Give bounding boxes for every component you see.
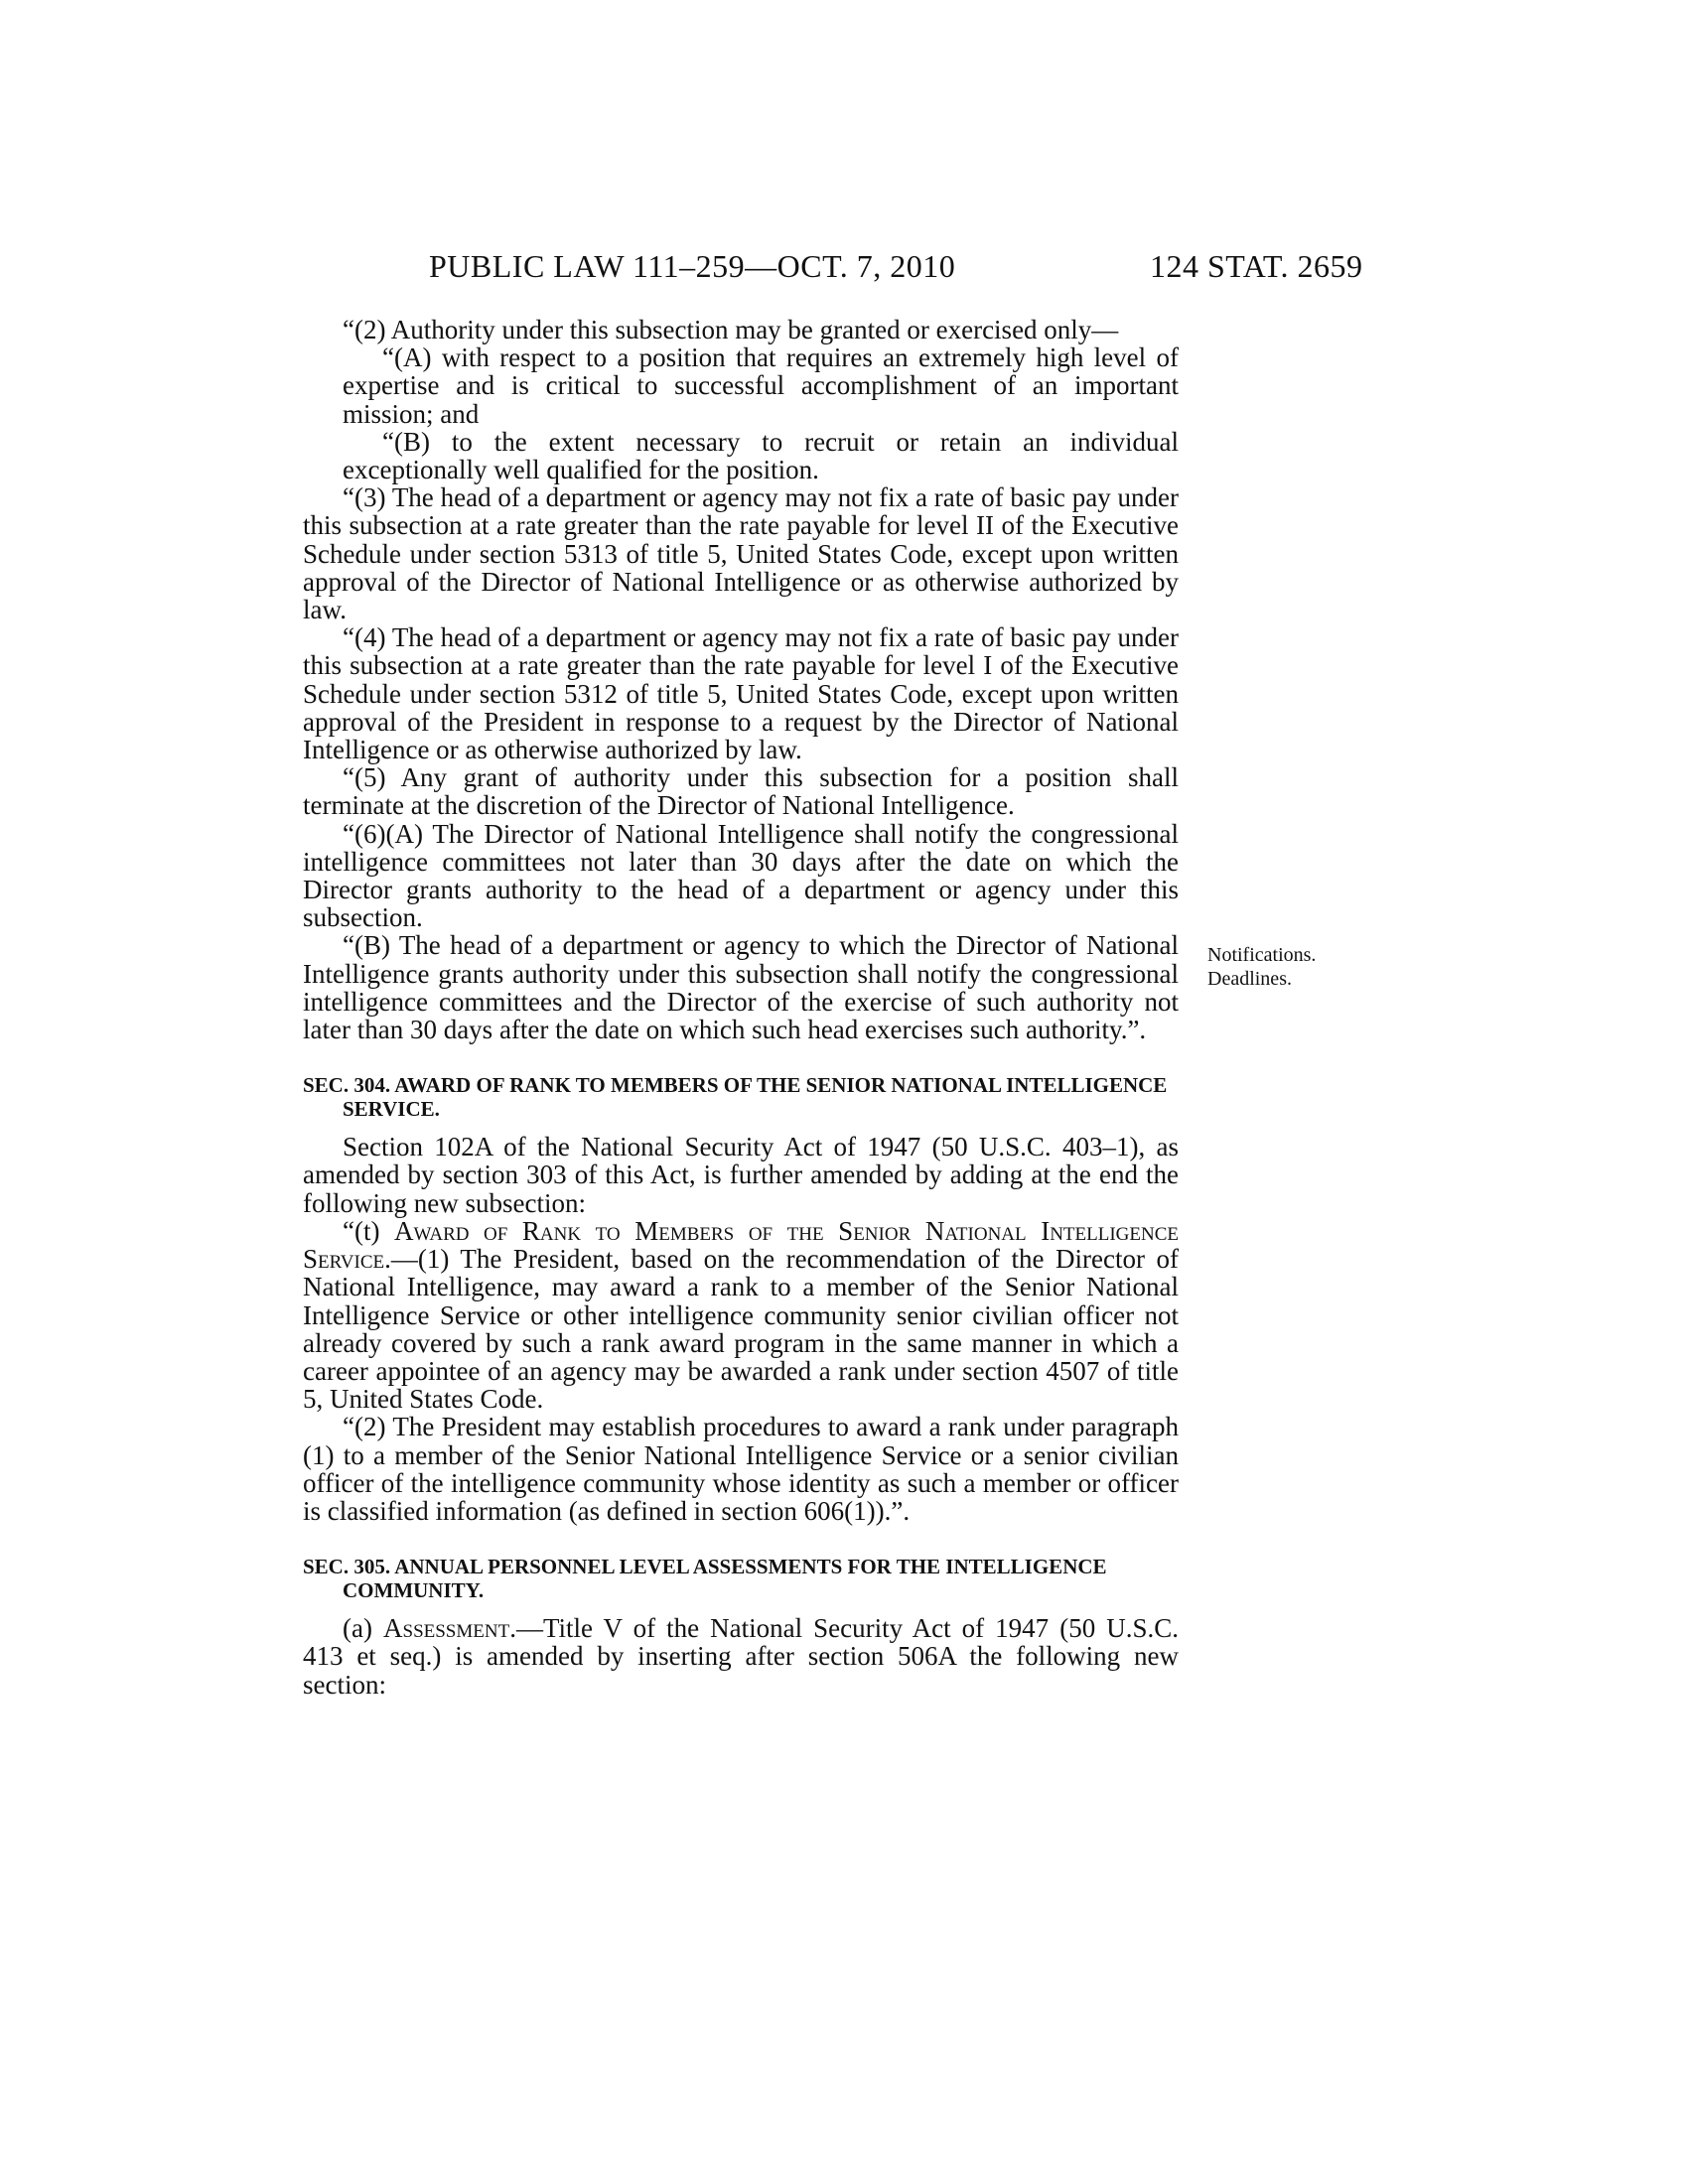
margin-note-notifications: Notifications. xyxy=(1207,944,1317,966)
section-304-heading: SEC. 304. AWARD OF RANK TO MEMBERS OF THE SENIOR NATIONAL INTELLIGENCE SERVICE. xyxy=(303,1073,1168,1122)
paragraph-4: “(4) The head of a department or agency may not fix a rate of basic pay under this subsection at a rate greater than the rate payable for level I of the Executive Schedule under section 5312 of title 5, United States Code, except upon written approval of the President in response to a request by the Director of National Intelligence or as otherwise authorized by law. xyxy=(303,622,1179,765)
subsection-t-text: .—(1) The President, based on the recommendation of the Director of National Intelligence, may award a rank to a member of the Senior National Intelligence Service or other intelligence community senior civilian officer not already covered by such a rank award program in the same manner in which a career appointee of an agency may be awarded a rank under section 4507 of title 5, United States Code. xyxy=(303,1244,1179,1415)
section-304-intro: Section 102A of the National Security Act of 1947 (50 U.S.C. 403–1), as amended by section 303 of this Act, is further amended by adding at the end the following new subsection: xyxy=(303,1132,1179,1218)
margin-notes xyxy=(1207,943,1316,991)
section-304-subsection-t xyxy=(303,1217,1179,1413)
page-header-title: PUBLIC LAW 111–259—OCT. 7, 2010 xyxy=(429,248,956,284)
paragraph-3: “(3) The head of a department or agency may not fix a rate of basic pay under this subsection at a rate greater than the rate payable for level II of the Executive Schedule under section 5313 of title 5, United States Code, except upon written approval of the Director of National Intelligence or as otherwise authorized by law. xyxy=(303,482,1179,625)
paragraph-2: “(2) Authority under this subsection may be granted or exercised only— xyxy=(343,315,1119,344)
subsection-t-caption: Award of Rank to Members of the Senior National Intelligence Service xyxy=(303,1215,1179,1275)
paragraph-2b: “(B) to the extent necessary to recruit or retain an individual exceptionally well qualified for the position. xyxy=(343,426,1179,485)
subsection-a-caption: Assessment xyxy=(383,1613,510,1644)
section-305-subsection-a xyxy=(303,1614,1179,1699)
margin-note-deadlines: Deadlines. xyxy=(1207,968,1292,990)
document-body xyxy=(303,316,1179,1699)
section-304-paragraph-2: “(2) The President may establish procedures to award a rank under paragraph (1) to a member of the Senior National Intelligence Service or a senior civilian officer of the intelligence community whose identity as such a member or officer is classified information (as defined in section 606(1)).”. xyxy=(303,1412,1179,1526)
subsection-a-prefix: (a) xyxy=(343,1613,383,1644)
subsection-t-prefix: “(t) xyxy=(343,1215,395,1246)
paragraph-6b: “(B) The head of a department or agency to which the Director of National Intelligence grants authority under this subsection shall notify the congressional intelligence committees and the Director of the exercise of such authority not later than 30 days after the date on which such head exercises such authority.”. xyxy=(303,930,1179,1045)
paragraph-2a: “(A) with respect to a position that requires an extremely high level of expertise and is critical to successful accomplishment of an important mission; and xyxy=(343,342,1179,429)
subsection-a-text: .—Title V of the National Security Act of 1947 (50 U.S.C. 413 et seq.) is amended by inserting after section 506A the following new section: xyxy=(303,1613,1179,1700)
page-header-stat: 124 STAT. 2659 xyxy=(1150,248,1363,284)
section-305-heading: SEC. 305. ANNUAL PERSONNEL LEVEL ASSESSMENTS FOR THE INTELLIGENCE COMMUNITY. xyxy=(303,1555,1107,1603)
paragraph-6a: “(6)(A) The Director of National Intelligence shall notify the congressional intelligence committees not later than 30 days after the date on which the Director grants authority to the head of a department or agency under this subsection. xyxy=(303,818,1179,933)
paragraph-5: “(5) Any grant of authority under this subsection for a position shall terminate at the discretion of the Director of National Intelligence. xyxy=(303,762,1179,821)
